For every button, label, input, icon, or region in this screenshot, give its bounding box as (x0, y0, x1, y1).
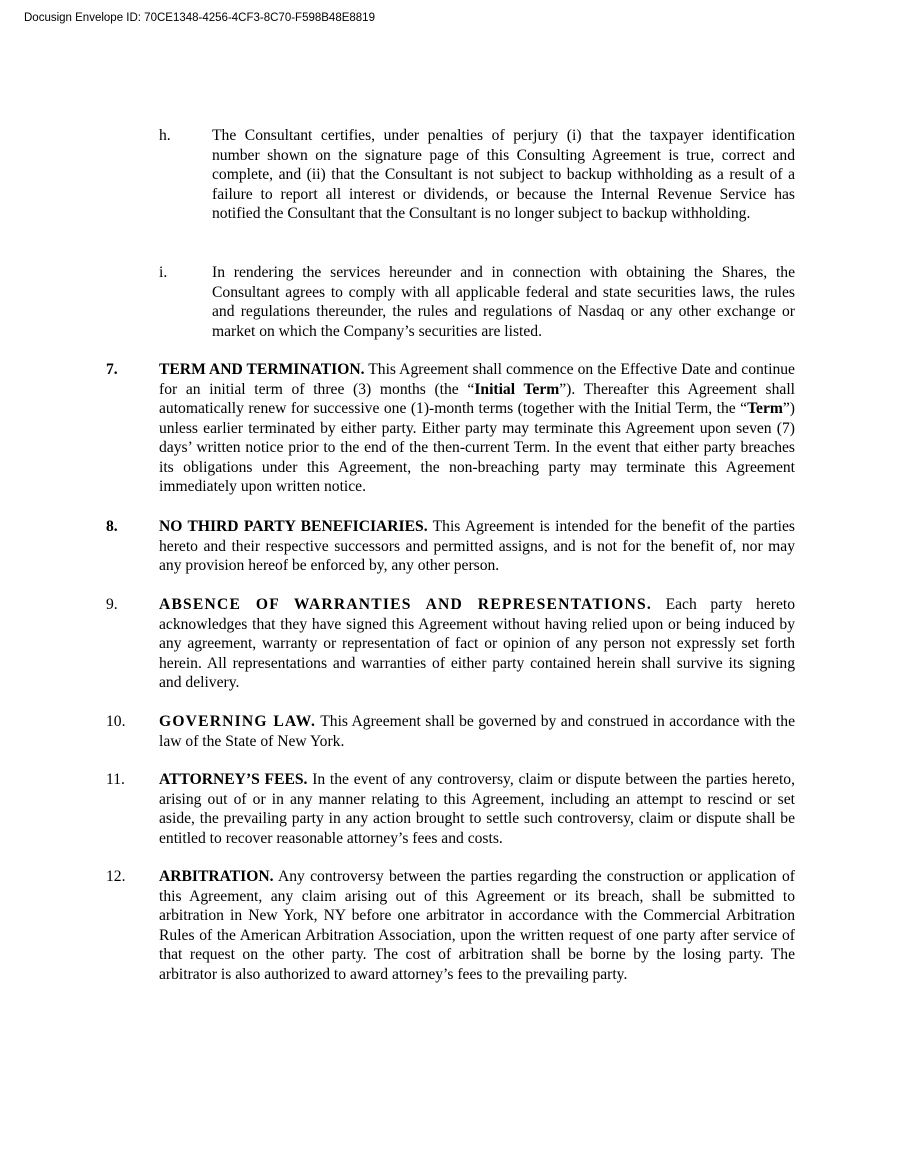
section-body-part: ”) unless earlier terminated by either party. Either party may terminate this Agreement upon seven (7) days’ written notice prior to the end of the then-current Term. In the event that either party breaches its obligations under this Agreement, the non-breaching party may terminate this Agreement immediately upon written notice. (159, 400, 795, 495)
section-body-part: ”). Thereafter this Agreement shall automatically renew for successive one (1)-month terms (together with the Initial Term, the “ (159, 380, 795, 417)
subitem-text: In rendering the services hereunder and in connection with obtaining the Shares, the Consultant agrees to comply with all applicable federal and state securities laws, the rules and regulations thereunder, the rules and regulations of Nasdaq or any other exchange or market on which the Company’s securities are listed. (212, 264, 795, 340)
subitem-i (159, 263, 795, 341)
section-10-governing-law (106, 712, 795, 751)
section-9-absence-of-warranties (106, 595, 795, 693)
section-12-arbitration (106, 867, 795, 984)
section-heading: TERM AND TERMINATION. (159, 361, 365, 378)
section-heading: ABSENCE OF WARRANTIES AND REPRESENTATIONS. (159, 596, 652, 613)
section-body: This Agreement shall be governed by and construed in accordance with the law of the State of New York. (159, 713, 795, 750)
section-heading: ATTORNEY’S FEES. (159, 771, 308, 788)
section-body: Any controversy between the parties regarding the construction or application of this Agreement, any claim arising out of this Agreement or its breach, shall be submitted to arbitration in New York, NY before one arbitrator in accordance with the Commercial Arbitration Rules of the American Arbitration Association, upon the written request of one party after service of that request on the other party. The cost of arbitration shall be borne by the losing party. The arbitrator is also authorized to award attorney’s fees to the prevailing party. (159, 868, 795, 983)
subitem-label: i. (159, 264, 168, 281)
section-body-part: This Agreement shall commence on the Effective Date and continue for an initial term of three (3) months (the “ (159, 361, 795, 398)
section-number: 8. (106, 518, 118, 535)
section-text (159, 360, 795, 497)
subitem-label: h. (159, 127, 171, 144)
section-8-no-third-party-beneficiaries (106, 517, 795, 576)
section-number: 12. (106, 868, 126, 885)
subitem-h (159, 126, 795, 224)
section-text (159, 867, 795, 984)
section-11-attorneys-fees (106, 770, 795, 848)
section-body: This Agreement is intended for the benefit of the parties hereto and their respective successors and permitted assigns, and is not for the benefit of, nor may any provision hereof be enforced by, any other person. (159, 518, 795, 574)
section-text (159, 595, 795, 693)
section-number: 10. (106, 713, 126, 730)
section-heading: ARBITRATION. (159, 868, 274, 885)
section-number: 7. (106, 361, 118, 378)
subitem-text: The Consultant certifies, under penalties of perjury (i) that the taxpayer identification number shown on the signature page of this Consulting Agreement is true, correct and complete, and (ii) that the Consultant is not subject to backup withholding as a result of a failure to report all interest or dividends, or because the Internal Revenue Service has notified the Consultant that the Consultant is no longer subject to backup withholding. (212, 127, 795, 222)
defined-term-term: Term (747, 400, 783, 417)
section-body: In the event of any controversy, claim or dispute between the parties hereto, arising out of or in any manner relating to this Agreement, including an attempt to rescind or set aside, the prevailing party in any action brought to settle such controversy, claim or dispute shall be entitled to recover reasonable attorney’s fees and costs. (159, 771, 795, 847)
section-number: 11. (106, 771, 125, 788)
section-heading: GOVERNING LAW. (159, 713, 317, 730)
section-heading: NO THIRD PARTY BENEFICIARIES. (159, 518, 428, 535)
section-body: Each party hereto acknowledges that they have signed this Agreement without having relied upon or being induced by any agreement, warranty or representation of fact or opinion of any person not expressly set forth herein. All representations and warranties of either party contained herein shall survive its signing and delivery. (159, 596, 795, 691)
section-text (159, 770, 795, 848)
section-7-term-and-termination (106, 360, 795, 497)
section-number: 9. (106, 596, 118, 613)
docusign-envelope-id: Docusign Envelope ID: 70CE1348-4256-4CF3-8C70-F598B48E8819 (24, 12, 375, 24)
section-text (159, 517, 795, 576)
section-text (159, 712, 795, 751)
defined-term-initial-term: Initial Term (474, 380, 560, 398)
